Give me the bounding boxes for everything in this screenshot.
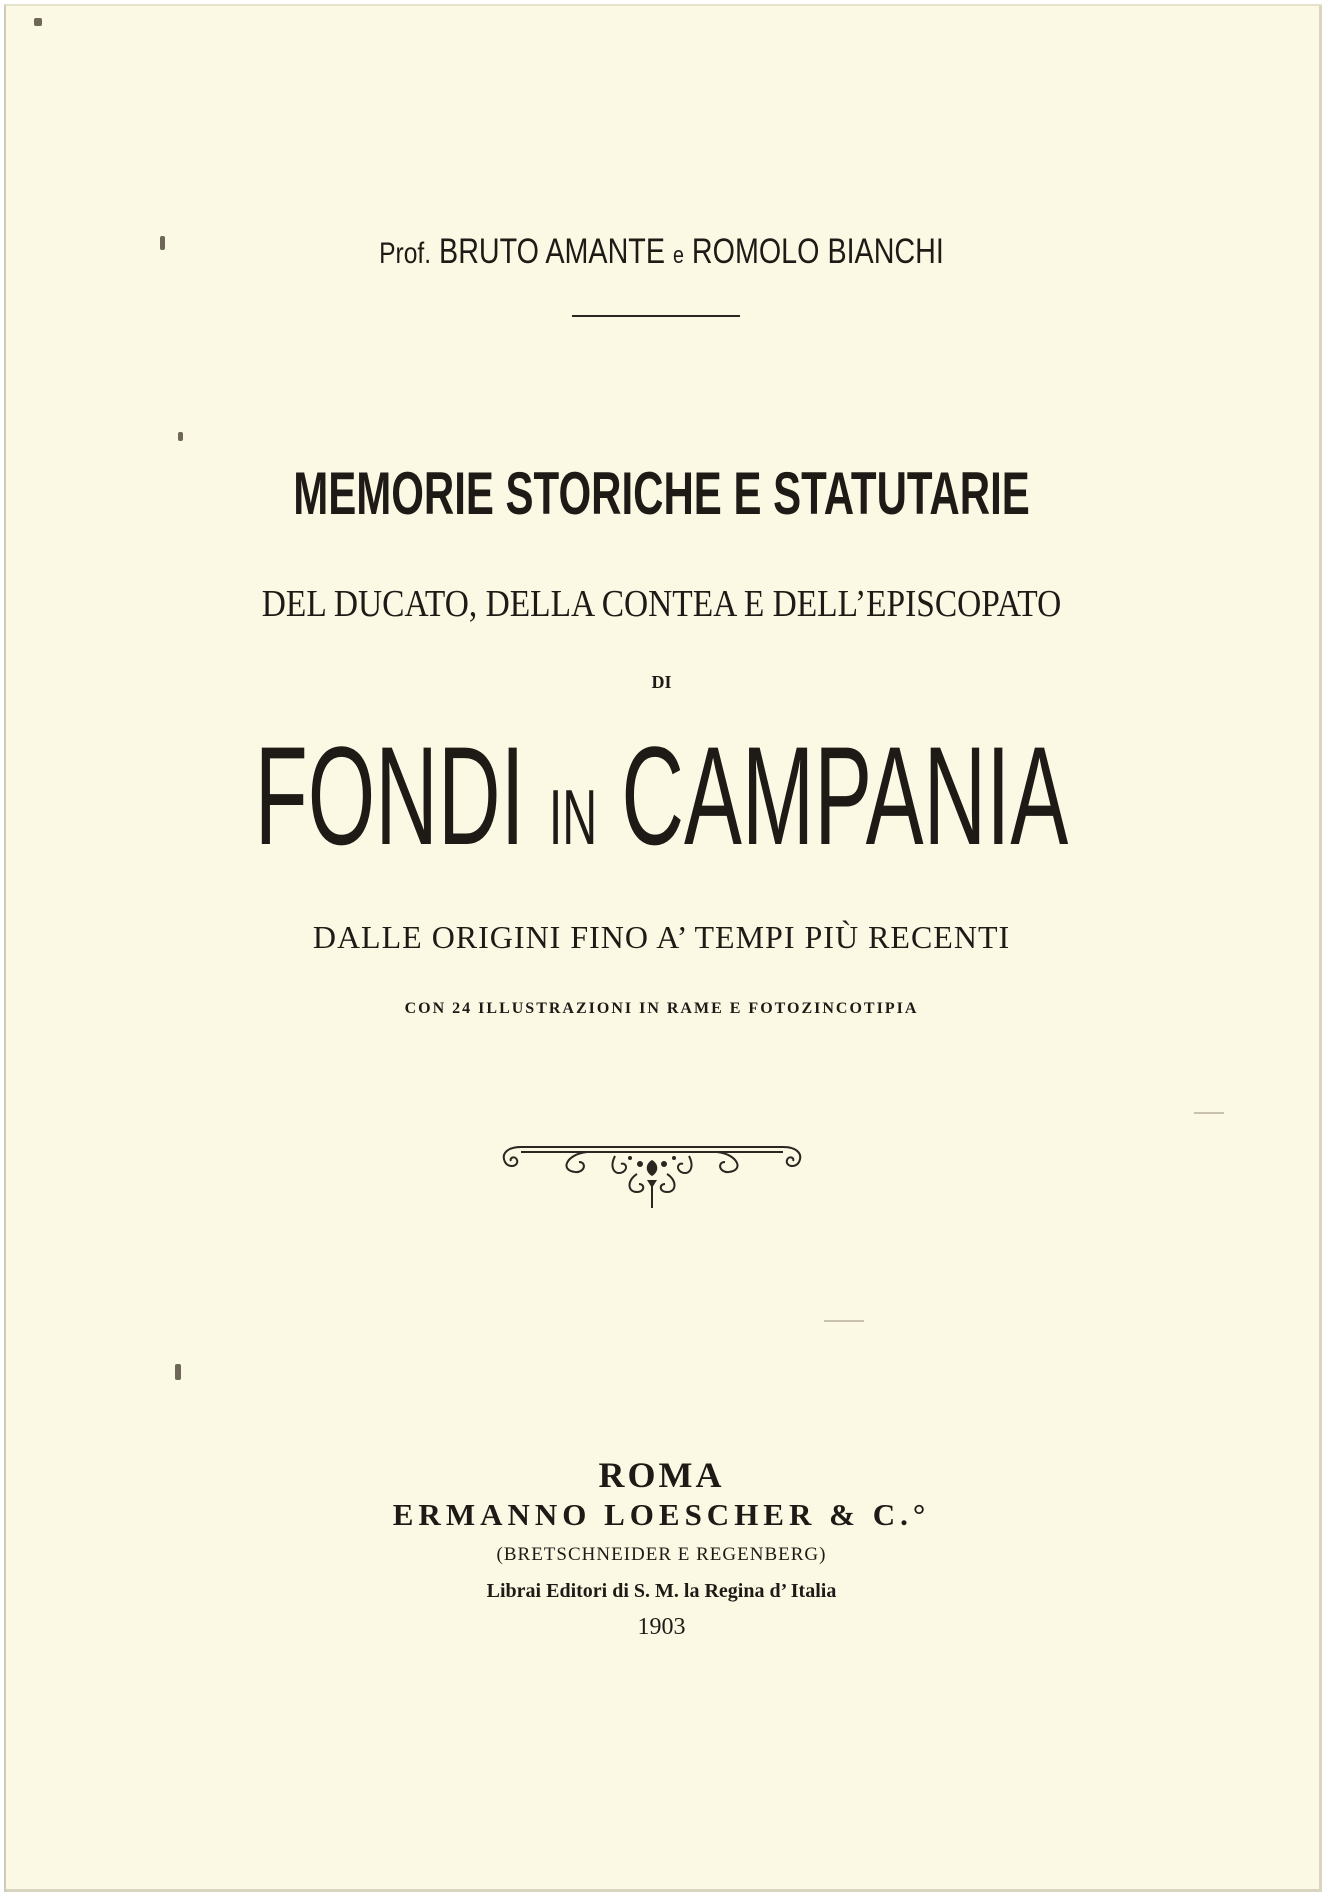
title-di: DI bbox=[651, 672, 672, 692]
main-title-part-2: IN bbox=[548, 773, 598, 861]
title-rule bbox=[572, 315, 740, 317]
author-second: ROMOLO BIANCHI bbox=[691, 232, 944, 271]
author-first: BRUTO AMANTE bbox=[439, 232, 665, 271]
imprint-publisher-detail: (BRETSCHNEIDER E REGENBERG) bbox=[496, 1544, 827, 1565]
main-title-part-3: CAMPANIA bbox=[621, 717, 1069, 874]
book-cover bbox=[4, 4, 1322, 1892]
main-title-part-1: FONDI bbox=[254, 717, 525, 874]
main-title bbox=[254, 717, 1069, 874]
cover-speck bbox=[34, 18, 42, 26]
imprint-booksellers: Librai Editori di S. M. la Regina d’ Italia bbox=[486, 1580, 837, 1602]
imprint-city: ROMA bbox=[598, 1455, 725, 1495]
author-conjunction: e bbox=[672, 242, 684, 269]
imprint-year: 1903 bbox=[637, 1614, 686, 1640]
printer-ornament-flourish-icon bbox=[497, 1142, 807, 1212]
authors-line bbox=[122, 232, 1200, 272]
subtitle: DALLE ORIGINI FINO A’ TEMPI PIÙ RECENTI bbox=[312, 919, 1011, 955]
illustrations-note: CON 24 ILLUSTRAZIONI IN RAME E FOTOZINCOTIPIA bbox=[404, 1000, 919, 1017]
title-line-2: DEL DUCATO, DELLA CONTEA E DELL’EPISCOPATO bbox=[261, 583, 1062, 625]
cover-speck bbox=[178, 432, 183, 441]
imprint-publisher: ERMANNO LOESCHER & C.° bbox=[392, 1497, 931, 1532]
cover-scuff bbox=[1194, 1112, 1224, 1114]
title-line-1: MEMORIE STORICHE E STATUTARIE bbox=[293, 460, 1030, 527]
cover-scuff bbox=[824, 1320, 864, 1322]
cover-speck bbox=[175, 1364, 181, 1380]
author-prefix: Prof. bbox=[379, 237, 432, 270]
